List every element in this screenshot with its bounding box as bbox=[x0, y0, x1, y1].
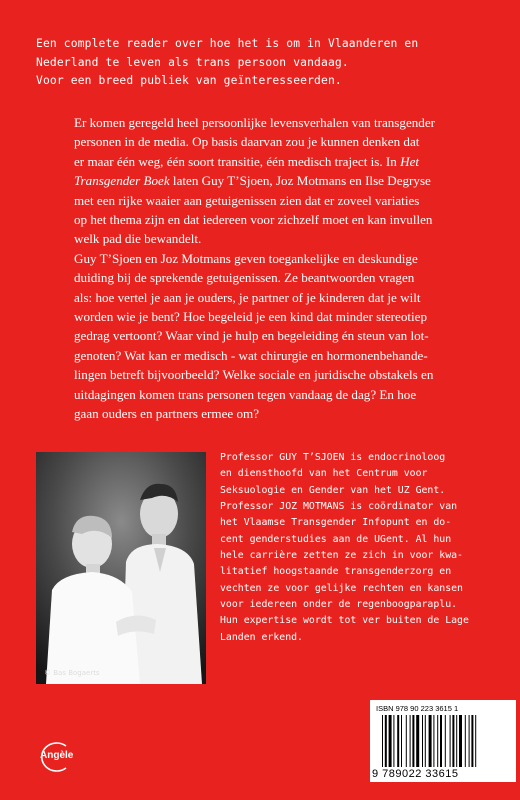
barcode-bar bbox=[382, 715, 383, 767]
barcode-digits: 9 789022 33615 bbox=[372, 768, 459, 780]
bio-line: cent genderstudies aan de UGent. Al hun bbox=[220, 533, 452, 545]
bio-line: Hun expertise wordt tot ver buiten de Lage bbox=[220, 615, 469, 627]
author-photo-illustration bbox=[36, 452, 206, 684]
blurb-line: op het thema zijn en dat iedereen voor zichzelf moet en kan invullen bbox=[74, 212, 433, 228]
blurb-line: er maar één weg, één soort transitie, één medisch traject is. In Het bbox=[74, 153, 420, 169]
photo-credit: © Bas Bogaerts bbox=[44, 669, 100, 677]
bio-line: het Vlaamse Transgender Infopunt en do- bbox=[220, 517, 452, 529]
author-bio bbox=[220, 450, 510, 646]
barcode-bar bbox=[465, 715, 466, 767]
barcode-bar bbox=[445, 715, 446, 767]
bio-line: Landen erkend. bbox=[220, 631, 303, 643]
blurb-line: met een rijke waaier aan getuigenissen zien dat er zoveel variaties bbox=[74, 192, 420, 208]
barcode-bar bbox=[450, 715, 451, 767]
book-title: Het bbox=[400, 153, 420, 169]
barcode-bar bbox=[433, 715, 434, 767]
blurb-line: duiding bij de sprekende getuigenissen. Ze beantwoorden vragen bbox=[74, 270, 415, 286]
blurb-line: gaan ouders en partners ermee om? bbox=[74, 406, 260, 422]
barcode-bar bbox=[475, 715, 476, 767]
tagline-line: Een complete reader over hoe het is om in Vlaanderen en bbox=[36, 37, 419, 50]
blurb-line: lingen betreft bijvoorbeeld? Welke sociale en juridische obstakels en bbox=[74, 367, 434, 383]
bio-line: litatief hoogstaande transgenderzorg en bbox=[220, 566, 452, 578]
author-photo bbox=[36, 452, 206, 684]
isbn-label: ISBN 978 90 223 3615 1 bbox=[376, 704, 459, 713]
barcode-bar bbox=[406, 715, 407, 767]
blurb-line: Transgender Boek laten Guy T’Sjoen, Joz Motmans en Ilse Degryse bbox=[74, 173, 431, 189]
barcode-bar bbox=[469, 715, 470, 767]
bio-line: en diensthoofd van het Centrum voor bbox=[220, 468, 428, 480]
bio-line: Seksuologie en Gender van het UZ Gent. bbox=[220, 484, 446, 496]
bio-line: voor iedereen onder de regenboogparaplu. bbox=[220, 599, 458, 611]
blurb-line: genoten? Wat kan er medisch - wat chirurgie en hormonenbehande- bbox=[74, 347, 428, 363]
barcode-bar bbox=[459, 715, 462, 767]
blurb-line: worden wie je bent? Hoe begeleid je een kind dat minder stereotiep bbox=[74, 309, 428, 325]
publisher-logo bbox=[36, 740, 72, 774]
barcode-bar bbox=[437, 715, 438, 767]
blurb-line: Er komen geregeld heel persoonlijke levensverhalen van transgender bbox=[74, 115, 436, 130]
barcode-bar bbox=[410, 715, 411, 767]
barcode-bar bbox=[389, 715, 392, 767]
barcode-bar bbox=[429, 715, 432, 767]
bio-line: hele carrière zetten ze zich in voor kwa- bbox=[220, 550, 463, 562]
barcode-bar bbox=[471, 715, 473, 767]
barcode-bar bbox=[397, 715, 399, 767]
book-blurb bbox=[74, 113, 504, 424]
bio-line: Professor GUY T’SJOEN is endocrinoloog bbox=[220, 452, 446, 463]
barcode-bar bbox=[456, 715, 457, 767]
barcode-bar bbox=[416, 715, 419, 767]
book-title: Transgender Boek bbox=[74, 173, 170, 189]
barcode-panel bbox=[370, 700, 516, 782]
barcode-bar bbox=[401, 715, 402, 767]
tagline-line: Voor een breed publiek van geïnteresseerden. bbox=[36, 74, 342, 87]
tagline bbox=[36, 35, 496, 91]
blurb-line: uitdagingen komen trans personen tegen vandaag de dag? En hoe bbox=[74, 386, 417, 402]
blurb-line: als: hoe vertel je aan je ouders, je partner of je kinderen dat je wilt bbox=[74, 289, 421, 305]
blurb-line: gedrag vertoont? Waar vind je hulp en begeleiding én steun van lot- bbox=[74, 328, 429, 344]
tagline-line: Nederland te leven als trans persoon vandaag. bbox=[36, 55, 349, 69]
blurb-line: personen in de media. Op basis daarvan zou je kunnen denken dat bbox=[74, 134, 420, 150]
barcode-bar bbox=[393, 715, 394, 767]
barcode-bar bbox=[440, 715, 442, 767]
bio-line: Professor JOZ MOTMANS is coördinator van bbox=[220, 501, 458, 513]
blurb-line: welk pad die bewandelt. bbox=[74, 231, 202, 247]
blurb-line: Guy T’Sjoen en Joz Motmans geven toegankelijke en deskundige bbox=[74, 250, 418, 266]
barcode-bar bbox=[452, 715, 454, 767]
publisher-name: Angèle bbox=[40, 750, 74, 761]
barcode-bar bbox=[425, 715, 426, 767]
barcode-bar bbox=[422, 715, 423, 767]
barcode-bar bbox=[385, 715, 387, 767]
barcode-bar bbox=[412, 715, 414, 767]
bio-line: vechten ze voor gelijke rechten en kansen bbox=[220, 582, 463, 594]
